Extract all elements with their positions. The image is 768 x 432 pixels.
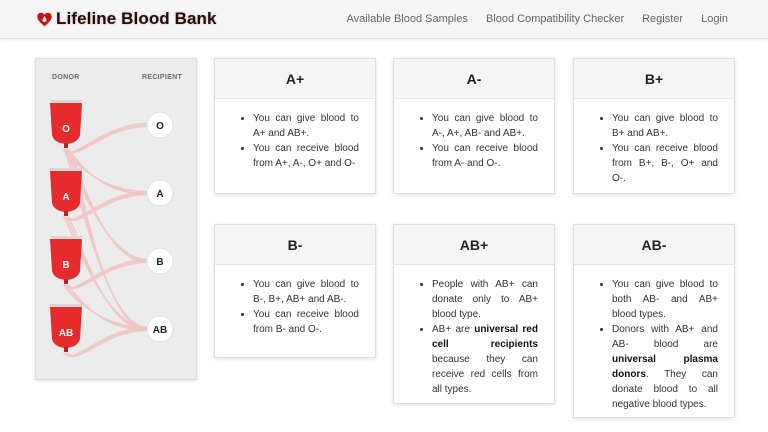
recipient-label: A <box>156 189 164 200</box>
card-a-negative <box>393 58 555 194</box>
card-points <box>584 111 718 186</box>
card-point: • You can give blood to B+ and AB+. <box>612 111 718 141</box>
recipient-o <box>147 112 173 138</box>
card-point: • You can give blood to both AB- and AB+ blood types. <box>612 277 718 322</box>
card-b-positive <box>573 58 735 194</box>
card-point: • You can receive blood from B- and O-. <box>253 307 359 337</box>
compatibility-diagram <box>35 58 197 380</box>
donor-label: B <box>62 260 70 271</box>
nav-login[interactable]: Login <box>701 13 728 25</box>
card-title: AB- <box>574 225 734 265</box>
card-point: • You can receive blood from A- and O-. <box>432 141 538 171</box>
recipient-circles <box>147 112 173 342</box>
nav-available-blood-samples[interactable]: Available Blood Samples <box>346 13 468 25</box>
recipient-heading: RECIPIENT <box>142 74 183 81</box>
card-points <box>404 277 538 397</box>
card-point: • You can receive blood from B+, B-, O+ and O-. <box>612 141 718 186</box>
blood-drop-heart-icon <box>36 11 53 28</box>
donor-bags <box>50 100 82 352</box>
card-points <box>225 277 359 337</box>
recipient-label: B <box>156 257 164 268</box>
card-point: • AB+ are universal red cell recipients because they can receive red cells from all types. <box>432 322 538 397</box>
navbar <box>0 0 768 39</box>
card-ab-negative <box>573 224 735 418</box>
donor-label: AB <box>58 328 74 339</box>
nav-register[interactable]: Register <box>642 13 684 25</box>
card-a-positive <box>214 58 376 194</box>
brand-name: Lifeline Blood Bank <box>56 9 217 28</box>
donor-bag-ab <box>50 304 82 352</box>
recipient-label: AB <box>152 325 168 336</box>
donor-bag-b <box>50 236 82 284</box>
card-point: • You can give blood to A+ and AB+. <box>253 111 359 141</box>
card-points <box>404 111 538 171</box>
donor-heading: DONOR <box>52 74 80 81</box>
nav-blood-compatibility-checker[interactable]: Blood Compatibility Checker <box>485 13 625 25</box>
recipient-a <box>147 180 173 206</box>
card-point: • Donors with AB+ and AB- blood are universal plasma donors. They can donate blood to all negative blood types. <box>612 322 718 412</box>
card-title: A- <box>394 59 554 99</box>
recipient-label: O <box>156 121 164 132</box>
card-title: AB+ <box>394 225 554 265</box>
card-title: A+ <box>215 59 375 99</box>
donor-label: A <box>62 192 70 203</box>
compatibility-flows <box>36 59 196 379</box>
card-points <box>584 277 718 412</box>
card-title: B- <box>215 225 375 265</box>
recipient-ab <box>147 316 173 342</box>
donor-bag-o <box>50 100 82 148</box>
donor-bag-a <box>50 168 82 216</box>
card-point: • You can give blood to A-, A+, AB- and AB+. <box>432 111 538 141</box>
nav-links <box>346 0 728 38</box>
recipient-b <box>147 248 173 274</box>
donor-label: O <box>62 124 70 135</box>
card-b-negative <box>214 224 376 358</box>
card-ab-positive <box>393 224 555 404</box>
card-point: • You can give blood to B-, B+, AB+ and AB-. <box>253 277 359 307</box>
brand-logo[interactable] <box>36 9 217 29</box>
card-points <box>225 111 359 171</box>
card-title: B+ <box>574 59 734 99</box>
card-point: • People with AB+ can donate only to AB+ blood type. <box>432 277 538 322</box>
card-point: • You can receive blood from A+, A-, O+ and O- <box>253 141 359 171</box>
